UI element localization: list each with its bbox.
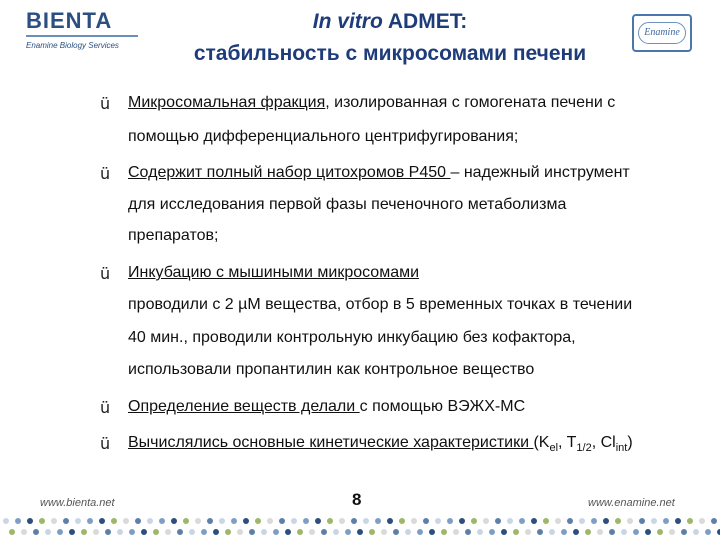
footer-dot [693,529,699,535]
footer-dot [561,529,567,535]
footer-dot [213,529,219,535]
footer-dot [537,529,543,535]
footer-dot [669,529,675,535]
footer-dot [123,518,129,524]
footer-dot [285,529,291,535]
footer-dot [279,518,285,524]
footer-dot [249,529,255,535]
footer-dot [3,518,9,524]
footer-dot [501,529,507,535]
bienta-tagline: Enamine Biology Services [26,41,119,50]
footer-dot [555,518,561,524]
footer-dot [663,518,669,524]
footer-dot [33,529,39,535]
footer-dot [147,518,153,524]
slide-title [160,6,620,70]
footer-dot [429,529,435,535]
footer-dot [309,529,315,535]
footer-dot [441,529,447,535]
footer-dot [675,518,681,524]
footer-dot [21,529,27,535]
footer-dot-pattern [0,515,720,540]
footer-dot [339,518,345,524]
logo-underline [26,35,138,37]
footer-dot [303,518,309,524]
footer-dot [471,518,477,524]
enamine-logo [632,14,692,52]
footer-dot [687,518,693,524]
check-icon: ü [100,264,111,283]
footer-dot [153,529,159,535]
footer-dot [315,518,321,524]
footer-dot [75,518,81,524]
footer-dot [507,518,513,524]
footer-dot [627,518,633,524]
footer-dot [93,529,99,535]
footer-dot [291,518,297,524]
footer-link-bienta[interactable]: www.bienta.net [40,497,115,509]
bullet-line: Содержит полный набор цитохромов Р450 – надежный инструмент [128,164,630,181]
footer-dot [633,529,639,535]
footer-dot [459,518,465,524]
footer-dot [15,518,21,524]
footer-dot [99,518,105,524]
footer-dot [225,529,231,535]
footer-dot [681,529,687,535]
footer-dot [615,518,621,524]
footer-dot [585,529,591,535]
bullet-line: 40 мин., проводили контрольную инкубацию без кофактора, [128,329,576,346]
footer-dot [645,529,651,535]
footer-dot [519,518,525,524]
bullet-line: Микросомальная фракция, изолированная с гомогената печени с [128,94,616,111]
footer-dot [609,529,615,535]
footer-dot [171,518,177,524]
footer-dot [45,529,51,535]
footer-dot [345,529,351,535]
footer-dot [207,518,213,524]
footer-dot [63,518,69,524]
footer-dot [453,529,459,535]
footer-dot [321,529,327,535]
footer-dot [393,529,399,535]
footer-dot [711,518,717,524]
footer-dot [141,529,147,535]
footer-dot [219,518,225,524]
footer-dot [447,518,453,524]
title-rest: ADMET: [382,10,468,33]
check-icon: ü [100,94,111,113]
footer-dot [111,518,117,524]
footer-dot [195,518,201,524]
title-line-2: стабильность с микросомами печени [193,42,587,65]
footer-dot [435,518,441,524]
footer-dot [87,518,93,524]
footer-dot [573,529,579,535]
footer-dot [603,518,609,524]
footer-dot [489,529,495,535]
footer-dot [297,529,303,535]
bullet-line: проводили с 2 µМ вещества, отбор в 5 временных точках в течении [128,296,633,313]
footer-dot [183,518,189,524]
footer-dot [387,518,393,524]
footer-dot [57,529,63,535]
footer-dot [513,529,519,535]
footer-dot [357,529,363,535]
bullet-line: использовали пропантилин как контрольное вещество [128,361,535,378]
check-icon: ü [100,434,111,453]
footer-dot [363,518,369,524]
footer-dot [369,529,375,535]
footer-dot [381,529,387,535]
footer-dot [657,529,663,535]
bienta-logo-text: BIENTA [26,8,113,33]
footer-dot [411,518,417,524]
footer-dot [327,518,333,524]
footer-dot [159,518,165,524]
footer-dot [267,518,273,524]
footer-dot [261,529,267,535]
footer-dot [375,518,381,524]
bullet-line: Определение веществ делали с помощью ВЭЖХ-МС [128,398,526,415]
bienta-logo [26,8,146,52]
footer-dot [525,529,531,535]
footer-dot [231,518,237,524]
footer-dot [105,529,111,535]
footer-dot [567,518,573,524]
title-italic: In vitro [312,10,383,33]
footer-dot [9,529,15,535]
footer-dot [189,529,195,535]
bullet-line: препаратов; [128,227,219,244]
footer-dot [543,518,549,524]
footer-dot [621,529,627,535]
bullet-line: Вычислялись основные кинетические характеристики ($K_{el}$, $T_{1/2}$, $Cl_{int}$) [128,434,633,454]
footer-dot [495,518,501,524]
bullet-line: Инкубацию с мышиными микросомами [128,264,420,281]
footer-dot [531,518,537,524]
footer-dot [273,529,279,535]
footer-dot [699,518,705,524]
footer-dot [333,529,339,535]
bullet-line: для исследования первой фазы печеночного метаболизма [128,196,567,213]
footer-dot [465,529,471,535]
footer-dot [51,518,57,524]
enamine-logo-text: Enamine [638,22,686,44]
footer-dot [417,529,423,535]
footer-dot [135,518,141,524]
footer-dot [243,518,249,524]
footer-dot [177,529,183,535]
footer-dot [579,518,585,524]
footer-dot [81,529,87,535]
footer-dot [705,529,711,535]
footer-link-enamine[interactable]: www.enamine.net [588,497,675,509]
page-number: 8 [352,490,362,509]
footer-dot [351,518,357,524]
footer-dot [483,518,489,524]
footer-dot [423,518,429,524]
footer-dot [69,529,75,535]
footer-dot [597,529,603,535]
footer-dot [255,518,261,524]
footer-dot [237,529,243,535]
bullet-line: помощью дифференциального центрифугирования; [128,128,519,145]
footer-dot [651,518,657,524]
footer-dot [27,518,33,524]
footer-dot [591,518,597,524]
footer-dot [477,529,483,535]
check-icon: ü [100,398,111,417]
check-icon: ü [100,164,111,183]
footer-dot [639,518,645,524]
footer-dot [39,518,45,524]
footer-dot [201,529,207,535]
footer-dot [165,529,171,535]
title-line-1 [160,6,620,38]
footer-dot [549,529,555,535]
footer-dot [117,529,123,535]
footer-dot [405,529,411,535]
footer-dot [399,518,405,524]
footer-dot [129,529,135,535]
